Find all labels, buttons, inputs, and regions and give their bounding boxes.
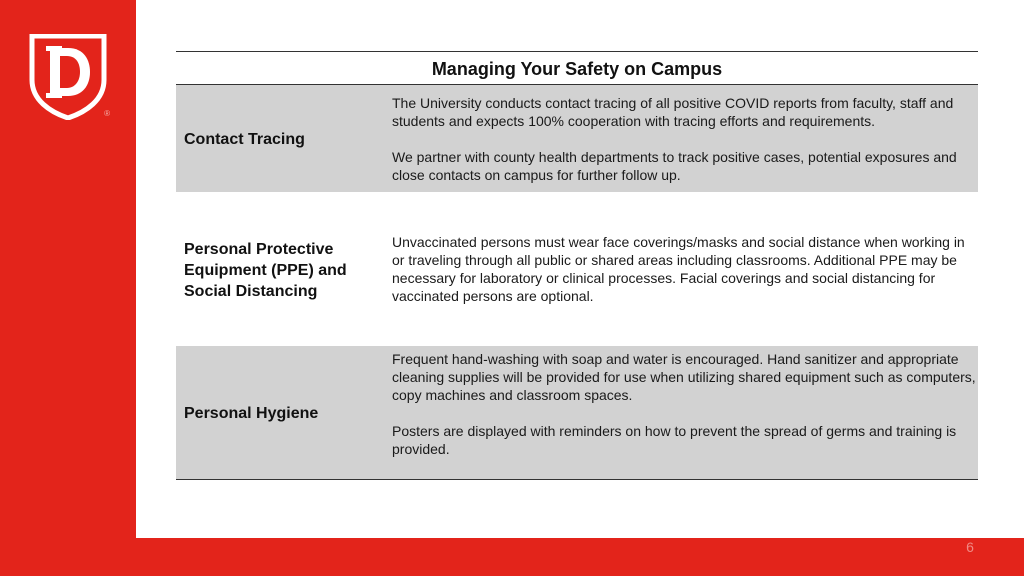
row-paragraph: We partner with county health departments to track positive cases, potential exposures and close contacts on campus for further follow up. — [392, 149, 957, 183]
row-paragraph: Frequent hand-washing with soap and water is encouraged. Hand sanitizer and appropriate cleaning supplies will be provided for use when utilizing shared equipment such as computers, copy machines and classroom spaces. — [392, 351, 976, 403]
table-title: Managing Your Safety on Campus — [176, 51, 978, 85]
table-row-contact-tracing — [176, 85, 978, 192]
row-description — [392, 233, 976, 305]
safety-table — [176, 51, 978, 480]
table-row-ppe — [176, 192, 978, 346]
footer-bar — [0, 538, 1024, 576]
brand-sidebar — [0, 0, 136, 576]
university-logo — [28, 34, 108, 120]
row-label: Contact Tracing — [184, 131, 305, 148]
row-label: Personal Hygiene — [184, 405, 319, 422]
row-paragraph: Posters are displayed with reminders on how to prevent the spread of germs and training is provided. — [392, 423, 957, 457]
row-description — [392, 94, 976, 184]
row-label: Personal Protective Equipment (PPE) and Social Distancing — [184, 241, 347, 300]
registered-mark: ® — [104, 109, 110, 118]
row-description — [392, 350, 976, 458]
page-number: 6 — [966, 539, 974, 555]
shield-d-logo-icon — [28, 34, 108, 120]
table-row-personal-hygiene — [176, 346, 978, 480]
row-paragraph: The University conducts contact tracing of all positive COVID reports from faculty, staff and students and expects 100% cooperation with tracing efforts and requirements. — [392, 95, 954, 129]
row-paragraph: Unvaccinated persons must wear face coverings/masks and social distance when working in or traveling through all public or shared areas including classrooms. Additional PPE may be necessary for laboratory or clinical processes. Facial coverings and social distancing for vaccinated persons are optional. — [392, 234, 965, 304]
